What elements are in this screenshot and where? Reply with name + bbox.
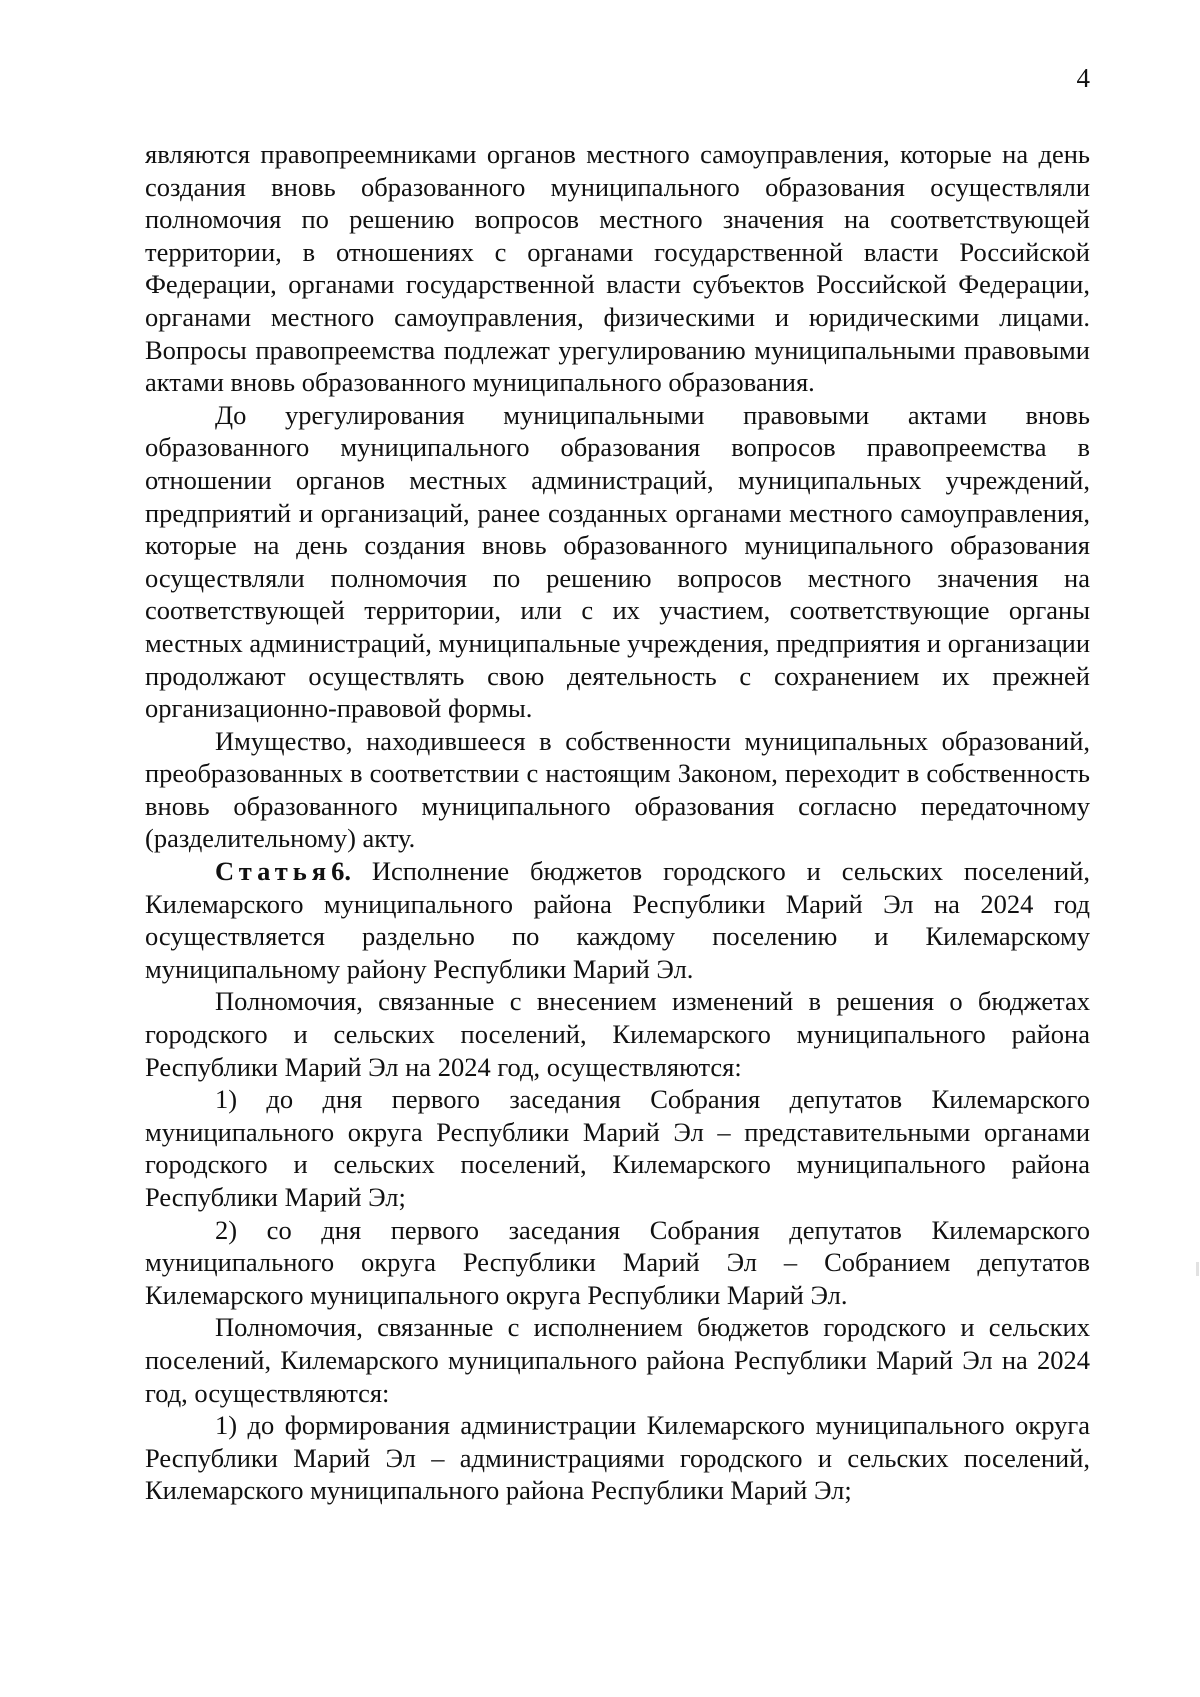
paragraph-succession-continued: являются правопреемниками органов местного самоуправления, которые на день создания вновь образованного муниципального образования осуществляли полномочия по решению вопросов местного значения на соответствующей территории, в отношениях с органами государственной власти Российской Федерации, органами государственной власти субъектов Российской Федерации, органами местного самоуправления, физическими и юридическими лицами. Вопросы правопреемства подлежат урегулированию муниципальными правовыми актами вновь образованного муниципального образования. [145,139,1090,398]
document-body [145,138,1090,1507]
paragraph-budget-amendment-powers: Полномочия, связанные с внесением изменений в решения о бюджетах городского и сельских поселений, Килемарского муниципального района Республики Марий Эл на 2024 год, осуществляются: [145,986,1090,1082]
paragraph-property: Имущество, находившееся в собственности муниципальных образований, преобразованных в соответствии с настоящим Законом, переходит в собственность вновь образованного муниципального образования согласно передаточному (разделительному) акту. [145,725,1090,854]
paragraph-article-6 [145,855,1090,985]
article-6-text: Исполнение бюджетов городского и сельских поселений, Килемарского муниципального района Республики Марий Эл на 2024 год осуществляется раздельно по каждому поселению и Килемарскому муниципальному району Республики Марий Эл. [145,856,1090,984]
article-number: 6. [331,856,351,887]
article-label: Статья [215,856,332,887]
list-item-amendment-2: 2) со дня первого заседания Собрания депутатов Килемарского муниципального округа Республики Марий Эл – Собранием депутатов Килемарского муниципального округа Республики Марий Эл. [145,1214,1090,1310]
page-number: 4 [1076,63,1090,93]
paragraph-budget-execution-powers: Полномочия, связанные с исполнением бюджетов городского и сельских поселений, Килемарского муниципального района Республики Марий Эл на 2024 год, осуществляются: [145,1312,1090,1408]
scan-artifact [1196,1262,1199,1276]
list-item-execution-1: 1) до формирования администрации Килемарского муниципального округа Республики Марий Эл – администрациями городского и сельских поселений, Килемарского муниципального района Республики Марий Эл; [145,1410,1090,1506]
paragraph-until-regulation: До урегулирования муниципальными правовыми актами вновь образованного муниципального образования вопросов правопреемства в отношении органов местных администраций, муниципальных учреждений, предприятий и организаций, ранее созданных органами местного самоуправления, которые на день создания вновь образованного муниципального образования осуществляли полномочия по решению вопросов местного значения на соответствующей территории, или с их участием, соответствующие органы местных администраций, муниципальные учреждения, предприятия и организации продолжают осуществлять свою деятельность с сохранением их прежней организационно-правовой формы. [145,399,1090,724]
list-item-amendment-1: 1) до дня первого заседания Собрания депутатов Килемарского муниципального округа Республики Марий Эл – представительными органами городского и сельских поселений, Килемарского муниципального района Республики Марий Эл; [145,1084,1090,1212]
